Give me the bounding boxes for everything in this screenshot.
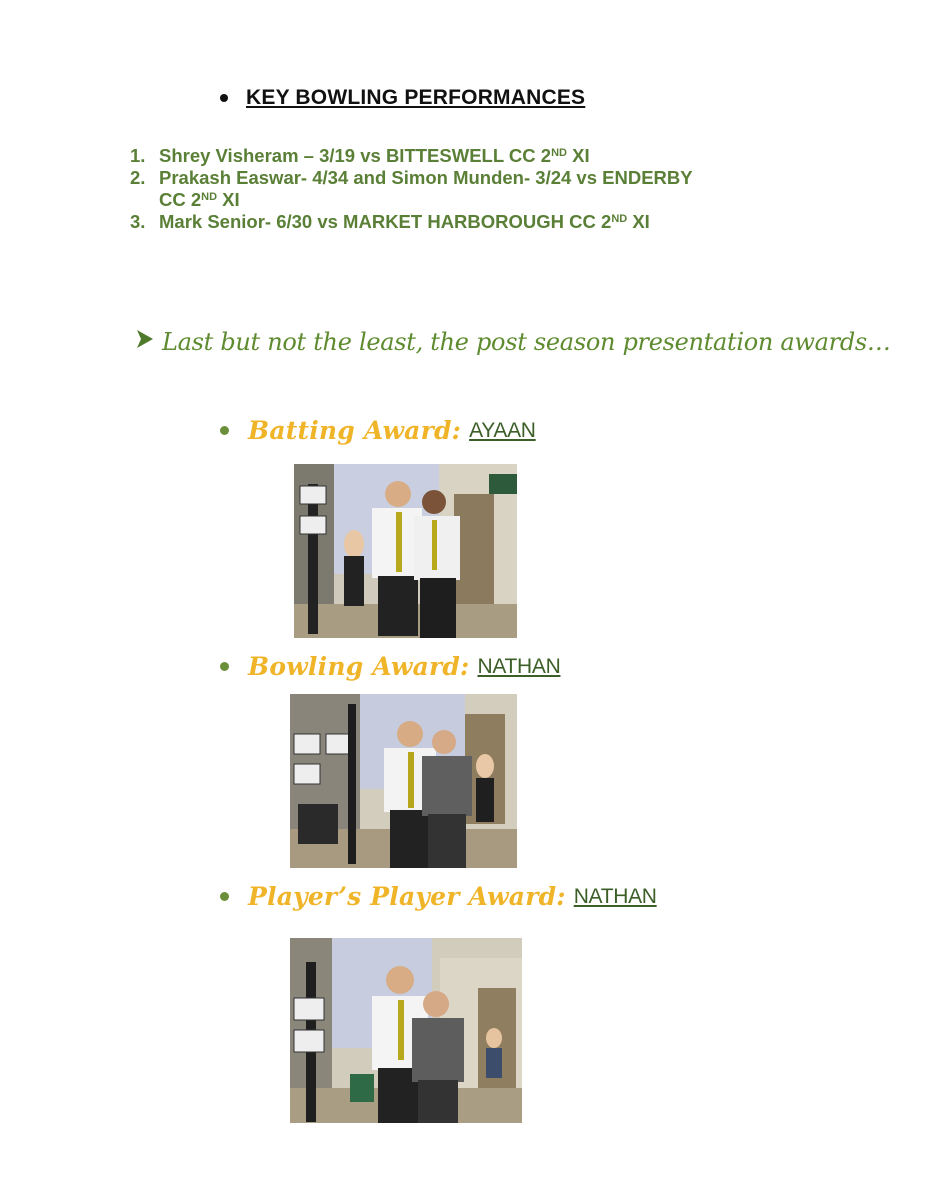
ordinal-suffix: ND — [201, 191, 218, 203]
ordinal-suffix: ND — [611, 213, 628, 225]
key-bowling-heading — [220, 86, 585, 110]
list-text — [159, 167, 693, 211]
award-photo-bowling — [290, 694, 517, 868]
perf-text-main: Prakash Easwar- 4/34 and Simon Munden- 3/24 vs ENDERBY — [159, 167, 693, 188]
list-number: 2. — [130, 167, 146, 188]
list-text — [159, 211, 650, 233]
perf-text-main: Shrey Visheram – 3/19 vs BITTESWELL CC 2 — [159, 145, 552, 166]
bullet-icon — [220, 662, 229, 671]
award-label: Batting Award: — [248, 416, 462, 445]
award-winner: NATHAN — [477, 654, 561, 678]
perf-text-end: XI — [627, 211, 650, 232]
bowling-performances-list — [130, 145, 830, 233]
bullet-icon — [220, 892, 229, 901]
award-players-player — [220, 882, 657, 911]
award-label: Player’s Player Award: — [248, 882, 566, 911]
awards-intro — [134, 328, 891, 356]
list-text — [159, 145, 590, 167]
award-batting — [220, 416, 536, 445]
award-bowling — [220, 652, 560, 681]
bullet-icon — [220, 426, 229, 435]
list-item — [130, 211, 830, 233]
award-label: Bowling Award: — [248, 652, 470, 681]
perf-text-end: XI — [217, 189, 240, 210]
list-number: 3. — [130, 211, 146, 232]
list-number: 1. — [130, 145, 146, 166]
award-winner: NATHAN — [573, 884, 657, 908]
ordinal-suffix: ND — [551, 147, 567, 159]
award-photo-batting — [294, 464, 517, 638]
section-title: KEY BOWLING PERFORMANCES — [246, 86, 586, 109]
arrow-right-icon — [134, 328, 156, 356]
perf-text-end: XI — [566, 145, 590, 166]
perf-text-main: Mark Senior- 6/30 vs MARKET HARBOROUGH CC 2 — [159, 211, 612, 232]
list-item — [130, 145, 830, 167]
bullet-icon — [220, 94, 228, 102]
award-photo-players-player — [290, 938, 522, 1123]
intro-text: Last but not the least, the post season presentation awards… — [162, 328, 891, 356]
list-item — [130, 167, 830, 211]
perf-text-line2: CC 2 — [159, 189, 202, 210]
award-winner: AYAAN — [469, 418, 536, 442]
